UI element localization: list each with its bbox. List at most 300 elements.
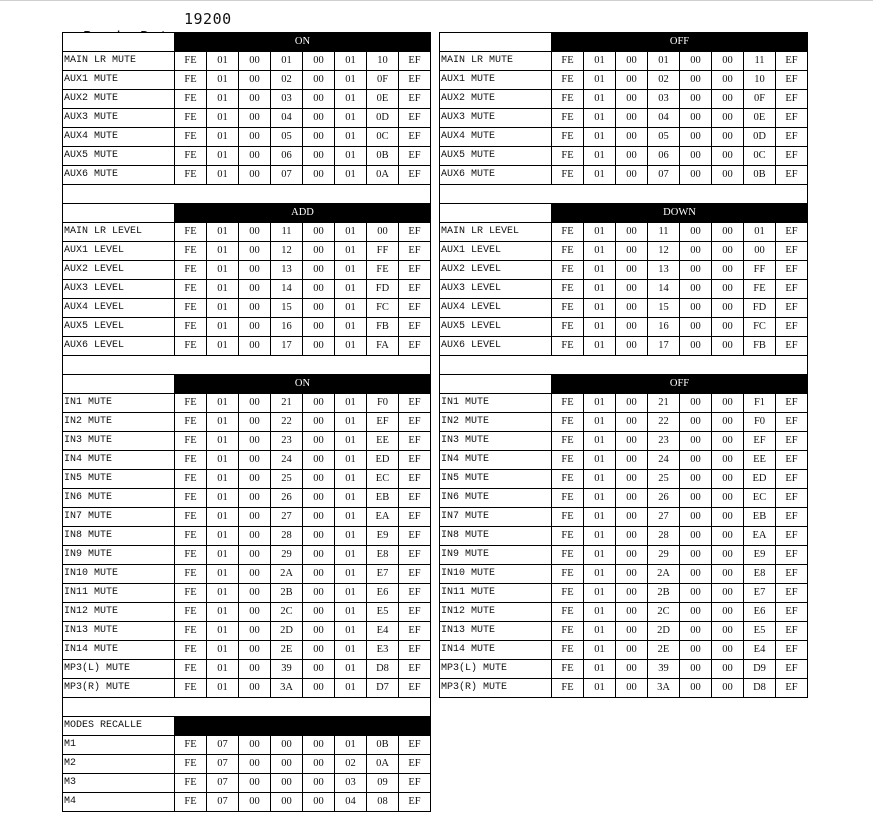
table-row (63, 622, 431, 641)
hex-byte-cell: 00 (680, 603, 712, 622)
hex-byte-cell: EF (399, 622, 431, 641)
row-label: AUX4 LEVEL (63, 299, 175, 318)
hex-byte-cell: 01 (584, 432, 616, 451)
hex-byte-cell: 00 (239, 299, 271, 318)
hex-byte-cell: EF (776, 147, 808, 166)
hex-byte-cell: FE (552, 565, 584, 584)
hex-byte-cell: FE (175, 736, 207, 755)
hex-byte-cell: 16 (271, 318, 303, 337)
hex-byte-cell: EF (399, 318, 431, 337)
spacer-row (63, 356, 431, 375)
row-label: MAIN LR LEVEL (63, 223, 175, 242)
hex-byte-cell: ED (744, 470, 776, 489)
hex-byte-cell: 07 (207, 736, 239, 755)
table-row (63, 736, 431, 755)
hex-byte-cell: 00 (616, 52, 648, 71)
hex-byte-cell: 01 (335, 394, 367, 413)
hex-byte-cell: 00 (680, 242, 712, 261)
hex-byte-cell: D8 (744, 679, 776, 698)
hex-byte-cell: 00 (303, 603, 335, 622)
hex-byte-cell: FE (175, 147, 207, 166)
hex-byte-cell: 01 (584, 90, 616, 109)
hex-byte-cell: 00 (303, 584, 335, 603)
table-row (440, 90, 808, 109)
table-row (440, 261, 808, 280)
hex-byte-cell: 00 (616, 565, 648, 584)
hex-byte-cell: EF (776, 527, 808, 546)
right-command-table (439, 32, 808, 698)
hex-byte-cell: 03 (271, 90, 303, 109)
hex-byte-cell: 00 (680, 451, 712, 470)
hex-byte-cell: 00 (303, 508, 335, 527)
table-row (440, 584, 808, 603)
hex-byte-cell: 00 (239, 565, 271, 584)
table-row (63, 660, 431, 679)
table-row (440, 641, 808, 660)
hex-byte-cell: E9 (744, 546, 776, 565)
row-label: AUX2 MUTE (440, 90, 552, 109)
hex-byte-cell: 00 (680, 166, 712, 185)
table-row (63, 432, 431, 451)
hex-byte-cell: 00 (712, 299, 744, 318)
table-row (63, 223, 431, 242)
hex-byte-cell: 0F (744, 90, 776, 109)
row-label: M2 (63, 755, 175, 774)
hex-byte-cell: 00 (271, 793, 303, 812)
hex-byte-cell: 00 (712, 109, 744, 128)
hex-byte-cell: EF (399, 584, 431, 603)
table-row (440, 527, 808, 546)
hex-byte-cell: 17 (648, 337, 680, 356)
hex-byte-cell: EF (399, 128, 431, 147)
hex-byte-cell: 16 (648, 318, 680, 337)
hex-byte-cell: EF (399, 394, 431, 413)
hex-byte-cell: E7 (744, 584, 776, 603)
row-label: MAIN LR MUTE (440, 52, 552, 71)
hex-byte-cell: 07 (207, 793, 239, 812)
row-label: AUX6 LEVEL (63, 337, 175, 356)
hex-byte-cell: E9 (367, 527, 399, 546)
row-label: MP3(R) MUTE (63, 679, 175, 698)
hex-byte-cell: 00 (712, 394, 744, 413)
hex-byte-cell: 01 (584, 584, 616, 603)
table-row (440, 660, 808, 679)
hex-byte-cell: EA (744, 527, 776, 546)
spacer-cell (440, 356, 808, 375)
hex-byte-cell: 00 (239, 128, 271, 147)
hex-byte-cell: 01 (584, 242, 616, 261)
hex-byte-cell: 00 (616, 147, 648, 166)
hex-byte-cell: 00 (239, 52, 271, 71)
hex-byte-cell: 01 (584, 508, 616, 527)
hex-byte-cell: 00 (616, 641, 648, 660)
table-row (440, 546, 808, 565)
section-header-row (63, 204, 431, 223)
hex-byte-cell: 0D (367, 109, 399, 128)
row-label: AUX4 MUTE (63, 128, 175, 147)
hex-byte-cell: FE (552, 166, 584, 185)
hex-byte-cell: 00 (680, 90, 712, 109)
hex-byte-cell: EF (776, 584, 808, 603)
hex-byte-cell: 00 (239, 584, 271, 603)
hex-byte-cell: FE (552, 337, 584, 356)
hex-byte-cell: 01 (335, 508, 367, 527)
row-label: AUX6 MUTE (63, 166, 175, 185)
hex-byte-cell: 01 (207, 641, 239, 660)
hex-byte-cell: F0 (367, 394, 399, 413)
hex-byte-cell: 00 (239, 394, 271, 413)
hex-byte-cell: 00 (680, 679, 712, 698)
hex-byte-cell: 01 (207, 166, 239, 185)
hex-byte-cell: 00 (271, 736, 303, 755)
hex-byte-cell: 01 (207, 508, 239, 527)
spacer-row (63, 185, 431, 204)
hex-byte-cell: 21 (648, 394, 680, 413)
table-row (63, 318, 431, 337)
hex-byte-cell: EF (776, 299, 808, 318)
hex-byte-cell: 29 (271, 546, 303, 565)
hex-byte-cell: 01 (584, 546, 616, 565)
hex-byte-cell: FE (552, 299, 584, 318)
section-header-label (440, 33, 552, 52)
hex-byte-cell: 03 (335, 774, 367, 793)
hex-byte-cell: 00 (303, 660, 335, 679)
hex-byte-cell: FE (552, 527, 584, 546)
hex-byte-cell: 01 (584, 109, 616, 128)
hex-byte-cell: 00 (680, 432, 712, 451)
hex-byte-cell: 25 (648, 470, 680, 489)
hex-byte-cell: ED (367, 451, 399, 470)
section-header-row (440, 375, 808, 394)
hex-byte-cell: E8 (367, 546, 399, 565)
section-header-title: DOWN (552, 204, 808, 223)
hex-byte-cell: FE (175, 527, 207, 546)
hex-byte-cell: EF (776, 337, 808, 356)
hex-byte-cell: 00 (239, 546, 271, 565)
hex-byte-cell: FB (744, 337, 776, 356)
hex-byte-cell: 10 (367, 52, 399, 71)
hex-byte-cell: 00 (680, 546, 712, 565)
hex-byte-cell: 00 (712, 527, 744, 546)
table-row (63, 489, 431, 508)
hex-byte-cell: 00 (712, 261, 744, 280)
hex-byte-cell: EF (399, 755, 431, 774)
hex-byte-cell: EF (776, 242, 808, 261)
hex-byte-cell: 00 (239, 242, 271, 261)
hex-byte-cell: 04 (335, 793, 367, 812)
hex-byte-cell: 01 (584, 337, 616, 356)
hex-byte-cell: 2C (271, 603, 303, 622)
hex-byte-cell: 27 (271, 508, 303, 527)
hex-byte-cell: 00 (616, 679, 648, 698)
hex-byte-cell: EE (744, 451, 776, 470)
hex-byte-cell: 01 (207, 394, 239, 413)
hex-byte-cell: EF (399, 242, 431, 261)
hex-byte-cell: 01 (335, 71, 367, 90)
table-row (440, 242, 808, 261)
hex-byte-cell: 01 (207, 584, 239, 603)
hex-byte-cell: 00 (680, 641, 712, 660)
hex-byte-cell: 00 (239, 679, 271, 698)
hex-byte-cell: 21 (271, 394, 303, 413)
table-row (63, 546, 431, 565)
row-label: M3 (63, 774, 175, 793)
row-label: IN5 MUTE (440, 470, 552, 489)
hex-byte-cell: 00 (616, 166, 648, 185)
hex-byte-cell: EF (367, 413, 399, 432)
hex-byte-cell: 01 (335, 242, 367, 261)
hex-byte-cell: FE (552, 489, 584, 508)
table-row (63, 71, 431, 90)
hex-byte-cell: 00 (680, 261, 712, 280)
hex-byte-cell: EF (399, 546, 431, 565)
table-row (63, 242, 431, 261)
hex-byte-cell: 0E (367, 90, 399, 109)
table-row (63, 527, 431, 546)
table-row (63, 565, 431, 584)
hex-byte-cell: D9 (744, 660, 776, 679)
hex-byte-cell: 00 (239, 470, 271, 489)
row-label: AUX2 MUTE (63, 90, 175, 109)
hex-byte-cell: 00 (616, 223, 648, 242)
hex-byte-cell: 01 (584, 52, 616, 71)
hex-byte-cell: 00 (239, 318, 271, 337)
hex-byte-cell: 00 (303, 242, 335, 261)
hex-byte-cell: 00 (303, 793, 335, 812)
hex-byte-cell: 00 (680, 413, 712, 432)
table-row (63, 774, 431, 793)
hex-byte-cell: 0C (367, 128, 399, 147)
hex-byte-cell: EF (399, 147, 431, 166)
hex-byte-cell: 00 (744, 242, 776, 261)
table-row (440, 603, 808, 622)
hex-byte-cell: 00 (680, 622, 712, 641)
hex-byte-cell: 0F (367, 71, 399, 90)
hex-byte-cell: 00 (712, 318, 744, 337)
hex-byte-cell: 01 (207, 432, 239, 451)
hex-byte-cell: 01 (584, 413, 616, 432)
hex-byte-cell: E6 (367, 584, 399, 603)
hex-byte-cell: FE (175, 413, 207, 432)
hex-byte-cell: 00 (712, 622, 744, 641)
hex-byte-cell: EF (399, 489, 431, 508)
hex-byte-cell: 00 (680, 470, 712, 489)
hex-byte-cell: FE (175, 679, 207, 698)
row-label: AUX4 MUTE (440, 128, 552, 147)
table-row (63, 280, 431, 299)
row-label: MAIN LR MUTE (63, 52, 175, 71)
hex-byte-cell: FE (175, 774, 207, 793)
row-label: IN2 MUTE (63, 413, 175, 432)
hex-byte-cell: 00 (239, 109, 271, 128)
hex-byte-cell: 01 (584, 565, 616, 584)
hex-byte-cell: EF (399, 109, 431, 128)
hex-byte-cell: 01 (335, 90, 367, 109)
hex-byte-cell: 00 (712, 337, 744, 356)
hex-byte-cell: 00 (712, 147, 744, 166)
table-row (440, 128, 808, 147)
hex-byte-cell: FE (175, 451, 207, 470)
hex-byte-cell: FF (744, 261, 776, 280)
hex-byte-cell: 24 (648, 451, 680, 470)
hex-byte-cell: 00 (303, 489, 335, 508)
top-rule (0, 0, 873, 1)
hex-byte-cell: 09 (367, 774, 399, 793)
hex-byte-cell: 00 (303, 280, 335, 299)
hex-byte-cell: 00 (680, 223, 712, 242)
hex-byte-cell: 01 (648, 52, 680, 71)
hex-byte-cell: E4 (367, 622, 399, 641)
hex-byte-cell: 00 (680, 660, 712, 679)
hex-byte-cell: 01 (335, 128, 367, 147)
hex-byte-cell: FE (552, 660, 584, 679)
hex-byte-cell: 00 (239, 527, 271, 546)
hex-byte-cell: 01 (207, 565, 239, 584)
hex-byte-cell: EC (744, 489, 776, 508)
hex-byte-cell: FE (175, 242, 207, 261)
table-row (63, 641, 431, 660)
hex-byte-cell: FE (552, 109, 584, 128)
hex-byte-cell: 01 (335, 451, 367, 470)
row-label: IN13 MUTE (63, 622, 175, 641)
table-row (440, 299, 808, 318)
hex-byte-cell: 01 (584, 660, 616, 679)
hex-byte-cell: EF (776, 508, 808, 527)
hex-byte-cell: 01 (335, 280, 367, 299)
row-label: IN9 MUTE (63, 546, 175, 565)
hex-byte-cell: 00 (303, 223, 335, 242)
hex-byte-cell: 2C (648, 603, 680, 622)
hex-byte-cell: 01 (335, 584, 367, 603)
hex-byte-cell: 00 (239, 622, 271, 641)
table-row (440, 508, 808, 527)
hex-byte-cell: EF (399, 280, 431, 299)
modes-header-label: MODES RECALLE (63, 717, 175, 736)
hex-byte-cell: 01 (335, 299, 367, 318)
hex-byte-cell: 00 (303, 622, 335, 641)
hex-byte-cell: 07 (271, 166, 303, 185)
table-row (440, 394, 808, 413)
hex-byte-cell: 01 (335, 622, 367, 641)
hex-byte-cell: 00 (712, 280, 744, 299)
section-header-row (63, 33, 431, 52)
table-row (440, 71, 808, 90)
hex-byte-cell: 11 (744, 52, 776, 71)
section-header-row (63, 375, 431, 394)
hex-byte-cell: 13 (648, 261, 680, 280)
hex-byte-cell: 01 (207, 527, 239, 546)
hex-byte-cell: FE (552, 52, 584, 71)
hex-byte-cell: 01 (335, 660, 367, 679)
hex-byte-cell: 00 (616, 109, 648, 128)
table-row (440, 223, 808, 242)
row-label: AUX5 MUTE (63, 147, 175, 166)
row-label: IN11 MUTE (440, 584, 552, 603)
hex-byte-cell: EF (399, 603, 431, 622)
hex-byte-cell: FE (175, 508, 207, 527)
table-row (63, 166, 431, 185)
hex-byte-cell: 00 (680, 109, 712, 128)
hex-byte-cell: 00 (712, 660, 744, 679)
hex-byte-cell: 11 (648, 223, 680, 242)
hex-byte-cell: FE (552, 451, 584, 470)
hex-byte-cell: 01 (207, 52, 239, 71)
hex-byte-cell: 00 (303, 755, 335, 774)
hex-byte-cell: 01 (207, 242, 239, 261)
hex-byte-cell: 04 (648, 109, 680, 128)
hex-byte-cell: FE (175, 394, 207, 413)
table-row (440, 432, 808, 451)
hex-byte-cell: EC (367, 470, 399, 489)
hex-byte-cell: FC (744, 318, 776, 337)
hex-byte-cell: 26 (271, 489, 303, 508)
hex-byte-cell: 00 (239, 71, 271, 90)
spacer-row (63, 698, 431, 717)
hex-byte-cell: 00 (303, 470, 335, 489)
row-label: IN3 MUTE (63, 432, 175, 451)
hex-byte-cell: FE (552, 679, 584, 698)
hex-byte-cell: FD (367, 280, 399, 299)
hex-byte-cell: 00 (303, 413, 335, 432)
hex-byte-cell: FE (552, 470, 584, 489)
hex-byte-cell: EF (776, 565, 808, 584)
section-header-title: ON (175, 375, 431, 394)
hex-byte-cell: 00 (239, 774, 271, 793)
hex-byte-cell: EF (776, 413, 808, 432)
hex-byte-cell: 01 (207, 622, 239, 641)
hex-byte-cell: FE (175, 432, 207, 451)
hex-byte-cell: 00 (367, 223, 399, 242)
hex-byte-cell: FE (552, 147, 584, 166)
table-row (63, 451, 431, 470)
hex-byte-cell: 00 (616, 394, 648, 413)
hex-byte-cell: 00 (616, 280, 648, 299)
hex-byte-cell: 39 (648, 660, 680, 679)
hex-byte-cell: 01 (335, 318, 367, 337)
hex-byte-cell: 00 (303, 451, 335, 470)
hex-byte-cell: 02 (648, 71, 680, 90)
hex-byte-cell: 00 (712, 603, 744, 622)
hex-byte-cell: 01 (335, 337, 367, 356)
hex-byte-cell: 03 (648, 90, 680, 109)
hex-byte-cell: 01 (584, 299, 616, 318)
hex-byte-cell: 00 (712, 90, 744, 109)
hex-byte-cell: 00 (239, 451, 271, 470)
hex-byte-cell: 00 (712, 679, 744, 698)
hex-byte-cell: 0D (744, 128, 776, 147)
hex-byte-cell: 00 (712, 565, 744, 584)
table-row (440, 280, 808, 299)
hex-byte-cell: 22 (648, 413, 680, 432)
hex-byte-cell: 00 (303, 71, 335, 90)
hex-byte-cell: FA (367, 337, 399, 356)
hex-byte-cell: 00 (616, 71, 648, 90)
hex-byte-cell: 00 (239, 166, 271, 185)
hex-byte-cell: EB (367, 489, 399, 508)
hex-byte-cell: 00 (680, 337, 712, 356)
hex-byte-cell: 00 (271, 755, 303, 774)
hex-byte-cell: 01 (207, 451, 239, 470)
hex-byte-cell: 00 (616, 527, 648, 546)
hex-byte-cell: 00 (712, 71, 744, 90)
hex-byte-cell: 01 (207, 128, 239, 147)
hex-byte-cell: 00 (239, 413, 271, 432)
row-label: AUX6 LEVEL (440, 337, 552, 356)
hex-byte-cell: D7 (367, 679, 399, 698)
hex-byte-cell: 01 (207, 489, 239, 508)
hex-byte-cell: 00 (303, 299, 335, 318)
hex-byte-cell: EF (399, 565, 431, 584)
